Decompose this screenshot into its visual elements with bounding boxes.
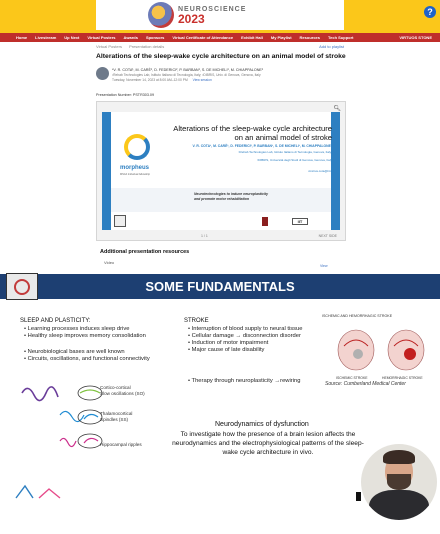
morpheus-logo-icon <box>124 134 150 160</box>
bullet: • Interruption of blood supply to neural tissue <box>188 326 312 333</box>
stroke-figure-heading: ISCHEMIC AND HEMORRHAGIC STROKE <box>322 314 393 318</box>
label-line: Cortico-cortical <box>100 385 131 390</box>
view-session-link[interactable]: View session <box>192 78 212 82</box>
user-menu[interactable]: VIRTUOS STONE <box>399 35 432 40</box>
slide-authors: V. R. COTA¹, M. CARÈ¹, D. FEDERICI², P. BARBAN¹, S. DE MICHELI¹, M. CHIAPPALONE² <box>192 144 332 148</box>
sleep-heading: SLEEP AND PLASTICITY: <box>20 318 91 324</box>
neuroscience-logo-icon <box>148 2 174 28</box>
view-video-button[interactable]: View <box>320 264 328 268</box>
stroke-bullets <box>188 326 312 354</box>
speaker-video[interactable] <box>361 444 437 520</box>
label-line: Spindles (SS) <box>100 416 129 422</box>
nav-home[interactable]: Home <box>16 35 28 40</box>
sleep-bullets-b <box>24 349 174 363</box>
breadcrumb <box>96 44 170 49</box>
author-avatar <box>96 67 109 80</box>
band-line: Neurotechnologies to induce neuroplasticity <box>194 192 269 196</box>
nav-certificate[interactable]: Virtual Certificate of Attendance <box>172 35 234 40</box>
bullet: • Induction of motor impairment <box>188 340 312 347</box>
poster-viewer[interactable] <box>96 101 346 241</box>
poster-title: Alterations of the sleep-wake cycle architecture on an animal model of stroke <box>96 53 346 60</box>
morpheus-wave-logo-icon <box>15 483 61 499</box>
presentation-number: Presentation Number: PSTR303.09 <box>96 93 155 97</box>
bullet: • Circuits, oscillations, and functional connectivity <box>24 356 174 363</box>
caption-hemorrhagic: HEMORRHAGIC STROKE <box>382 376 423 380</box>
bullet: • Healthy sleep improves memory consolidation <box>24 333 174 340</box>
brand-name: NEUROSCIENCE <box>178 5 247 13</box>
bullet: • Learning processes induces sleep drive <box>24 326 174 333</box>
brand-year: 2023 <box>178 11 205 26</box>
additional-resources-title: Additional presentation resources <box>100 249 190 255</box>
next-slide-button[interactable]: NEXT SIDE <box>318 234 337 238</box>
nav-up-next[interactable]: Up Next <box>64 35 80 40</box>
label-line: Thalamocortical <box>100 411 133 416</box>
breadcrumb-details: Presentation details <box>129 44 165 49</box>
label-slow-oscillations <box>100 385 145 396</box>
breadcrumb-virtual-posters[interactable]: Virtual Posters <box>96 44 122 49</box>
sleep-bullets-a <box>24 326 174 340</box>
slide-band-text <box>194 192 268 202</box>
brand-logo-group[interactable] <box>148 2 246 28</box>
bullet: • Neurobiological bases are well known <box>24 349 174 356</box>
slide-affiliation-1: ¹Rehab Technologies Lab, Istituto Italiano di Tecnologia, Genova, Italy; <box>238 150 332 154</box>
page-count: 1 / 1 <box>201 234 208 238</box>
slide-header <box>0 274 440 299</box>
poster-affiliation: ¹Rehab Technologies Lab, Istituto Italiano di Tecnologia, Italy; ²DIBRIS, Univ. di Genova, Genova, Italy <box>112 73 261 77</box>
nav-sponsors[interactable]: Sponsors <box>145 35 165 40</box>
slide-stripe-left <box>102 112 111 230</box>
speaker-body <box>369 490 429 520</box>
lab-logo-icon <box>6 273 38 300</box>
nav-livestream[interactable]: Livestream <box>35 35 57 40</box>
university-logo-icon <box>262 217 268 226</box>
lab-logo-icon <box>114 215 126 227</box>
slide-header-title: SOME FUNDAMENTALS <box>145 279 295 294</box>
slide-affiliation-2: ²DIBRIS, Università degli Studi di Genova, Genova, Italy <box>257 158 332 162</box>
video-resource[interactable]: Video <box>104 260 115 265</box>
bar-icon <box>356 492 361 501</box>
dysfunction-text: To investigate how the presence of a brain lesion affects the neurodynamics and the electrophysiological patterns of the sleep-wake cycle architecture in vivo. <box>172 431 364 456</box>
nav-my-playlist[interactable]: My Playlist <box>270 35 292 40</box>
nav-tech-support[interactable]: Tech Support <box>328 35 354 40</box>
search-icon[interactable]: 🔍︎ <box>333 106 341 112</box>
bullet: • Major cause of late disability <box>188 347 312 354</box>
question-icon[interactable]: ? <box>424 6 436 18</box>
slide-email: vinicius.cota@iit.it <box>308 169 332 173</box>
nav-exhibit-hall[interactable]: Exhibit Hall <box>241 35 263 40</box>
nav-awards[interactable]: Awards <box>123 35 138 40</box>
bullet: • Therapy through neuroplasticity →rewiring <box>188 378 312 385</box>
poster-slide <box>102 112 340 230</box>
figure-source: Source: Cumberland Medical Center <box>325 381 406 387</box>
speaker-hair <box>383 450 415 464</box>
dysfunction-title: Neurodynamics of dysfunction <box>215 421 309 428</box>
bullet: • Cellular damage → disconnection disorder <box>188 333 312 340</box>
nav-resources[interactable]: Resources <box>299 35 321 40</box>
label-spindles <box>100 411 132 422</box>
nav-virtual-posters[interactable]: Virtual Posters <box>87 35 116 40</box>
add-to-playlist-link[interactable]: Add to playlist <box>319 44 344 49</box>
main-nav <box>0 33 440 42</box>
stroke-figure <box>334 324 430 376</box>
stroke-heading: STROKE <box>184 318 209 324</box>
label-ripples: Hippocampal ripples <box>100 442 142 447</box>
caption-ischemic: ISCHEMIC STROKE <box>336 376 368 380</box>
label-line: Slow oscillations (SO) <box>100 390 145 396</box>
band-line: and promote motor rehabilitation <box>194 197 250 201</box>
session-time: Tuesday, November 14, 2023 at 8:00 AM–12:00 PM <box>112 78 188 82</box>
speaker-beard <box>387 474 411 490</box>
morpheus-sub: MSCA Individual fellowship <box>120 173 151 176</box>
slide-stripe-right <box>331 112 340 230</box>
morpheus-brand: morpheus <box>120 165 150 171</box>
iit-logo: IIT <box>292 218 308 225</box>
slide-title: Alterations of the sleep-wake cycle architecture on an animal model of stroke <box>173 124 332 142</box>
poster-authors: *V. R. COTA¹, M. CARÈ¹, D. FEDERICI², P. BARBAN¹, S. DE MICHELI¹, M. CHIAPPALONE¹ <box>112 68 264 72</box>
stroke-bullets-therapy <box>188 378 312 385</box>
poster-session <box>112 78 212 82</box>
